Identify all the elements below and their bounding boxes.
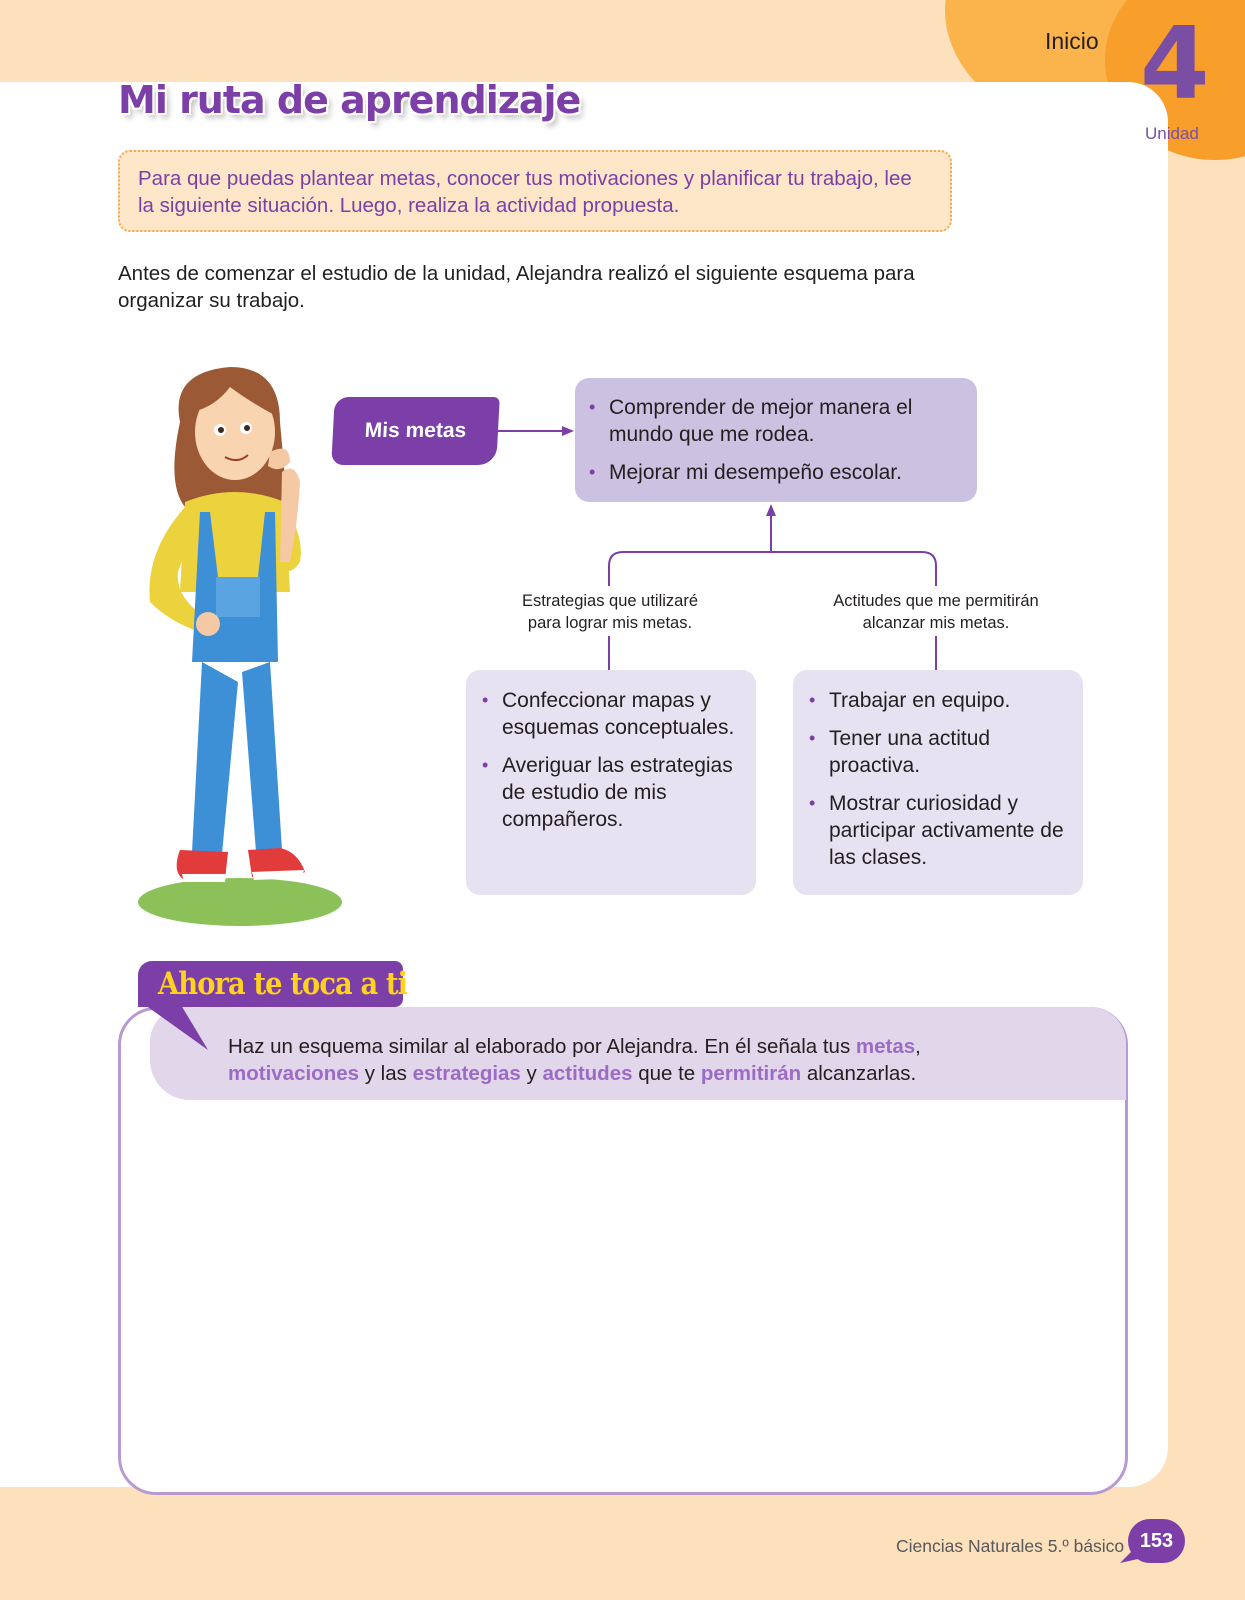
attitudes-box: [793, 670, 1083, 895]
instr-text: alcanzarlas.: [801, 1062, 917, 1085]
speech-tail: [138, 1000, 218, 1060]
book-title: Ciencias Naturales 5.º básico: [896, 1536, 1125, 1556]
section-label: Inicio: [1045, 28, 1099, 54]
instr-text: y las: [359, 1062, 413, 1085]
attitudes-caption: Actitudes que me permitirán alcanzar mis metas.: [833, 592, 1039, 632]
unit-number: 4: [1140, 5, 1210, 122]
unit-label: Unidad: [1145, 124, 1199, 143]
keyword-motivaciones: motivaciones: [228, 1062, 360, 1085]
lead-paragraph: Antes de comenzar el estudio de la unidad, Alejandra realizó el siguiente esquema para organizar su trabajo.: [118, 262, 915, 312]
attitudes-item: • Mostrar curiosidad y participar activamente de las clases.: [809, 790, 1071, 871]
metas-label: Mis metas: [331, 397, 500, 465]
activity-instructions: [228, 1033, 1108, 1087]
keyword-metas: metas: [855, 1035, 916, 1058]
page-title: Mi ruta de aprendizaje: [118, 78, 581, 122]
attitudes-item: • Tener una actitud proactiva.: [809, 725, 1071, 779]
attitudes-item: • Trabajar en equipo.: [809, 687, 1071, 714]
strategies-box: [466, 670, 756, 895]
instr-text: ,: [915, 1035, 921, 1058]
metas-item: • Mejorar mi desempeño escolar.: [589, 459, 959, 486]
instr-text: que te: [632, 1062, 701, 1085]
intro-text: Para que puedas plantear metas, conocer tus motivaciones y planificar tu trabajo, lee la siguiente situación. Luego, realiza la actividad propuesta.: [138, 167, 912, 217]
keyword-actitudes: actitudes: [542, 1062, 633, 1085]
metas-item: • Comprender de mejor manera el mundo que me rodea.: [589, 394, 959, 448]
strategies-item: • Averiguar las estrategias de estudio de mis compañeros.: [482, 752, 744, 833]
activity-title: Ahora te toca a ti: [158, 966, 408, 1002]
strategies-item: • Confeccionar mapas y esquemas conceptuales.: [482, 687, 744, 741]
page-number: 153: [1128, 1519, 1185, 1563]
instr-text: y: [520, 1062, 543, 1085]
keyword-estrategias: estrategias: [412, 1062, 521, 1085]
strategies-caption: Estrategias que utilizaré para lograr mis metas.: [521, 592, 699, 632]
keyword-permitiran: permitirán: [700, 1062, 802, 1085]
metas-box: [575, 378, 977, 502]
instr-text: Haz un esquema similar al elaborado por Alejandra. En él señala tus: [228, 1035, 856, 1058]
